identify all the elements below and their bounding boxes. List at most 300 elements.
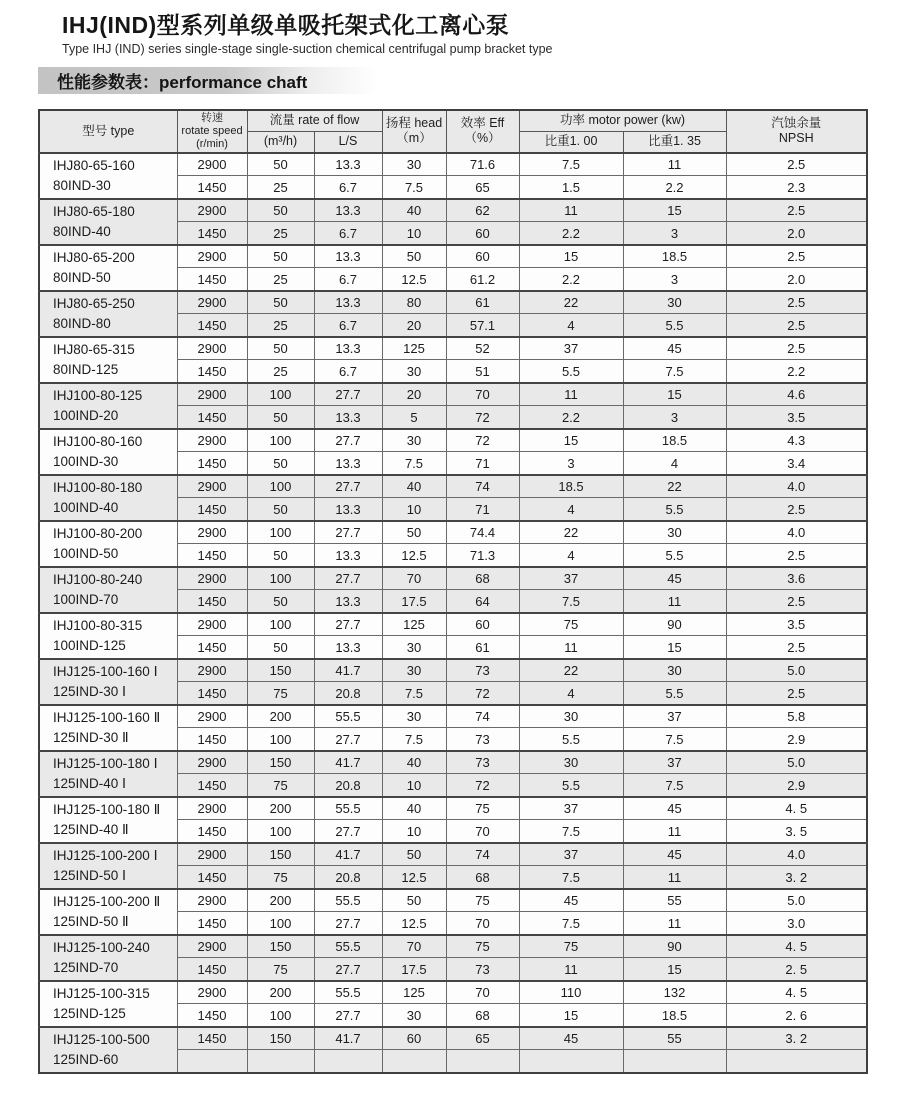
table-row <box>39 1027 867 1050</box>
table-cell: 100 <box>247 383 314 406</box>
table-cell: 65 <box>446 176 519 199</box>
table-row <box>39 521 867 544</box>
table-cell: 73 <box>446 958 519 981</box>
pump-model-label: IHJ125-100-180 Ⅰ <box>53 756 158 772</box>
table-cell: 50 <box>382 889 446 912</box>
pump-model-cell <box>39 199 177 245</box>
table-cell: 1450 <box>177 544 247 567</box>
table-cell <box>382 1050 446 1073</box>
table-cell: 18.5 <box>519 475 623 498</box>
table-cell: 20.8 <box>314 682 382 705</box>
table-cell: 3. 2 <box>726 1027 867 1050</box>
table-row <box>39 981 867 1004</box>
table-cell: 65 <box>446 1027 519 1050</box>
table-cell: 4.6 <box>726 383 867 406</box>
table-cell: 27.7 <box>314 567 382 590</box>
table-cell: 13.3 <box>314 406 382 429</box>
pump-model-label: IHJ80-65-250 <box>53 296 135 312</box>
table-cell: 2.0 <box>726 268 867 291</box>
table-cell: 1450 <box>177 406 247 429</box>
table-cell: 1450 <box>177 958 247 981</box>
table-row <box>39 429 867 452</box>
table-cell: 4 <box>519 498 623 521</box>
pump-model-label: 125IND-30 Ⅰ <box>53 683 127 699</box>
table-cell: 30 <box>382 659 446 682</box>
pump-model-cell <box>39 291 177 337</box>
pump-model-label: IHJ100-80-240 <box>53 572 143 588</box>
pump-model-cell <box>39 751 177 797</box>
table-cell: 2. 5 <box>726 958 867 981</box>
table-cell: 55.5 <box>314 981 382 1004</box>
table-cell: 70 <box>446 820 519 843</box>
table-cell: 5.5 <box>519 360 623 383</box>
table-cell: 45 <box>519 1027 623 1050</box>
table-cell: 100 <box>247 567 314 590</box>
table-cell: 100 <box>247 429 314 452</box>
table-row <box>39 199 867 222</box>
table-cell: 72 <box>446 774 519 797</box>
col-header-npsh-line1: 汽蚀余量 <box>771 116 822 131</box>
pump-model-cell <box>39 567 177 613</box>
table-cell: 1450 <box>177 360 247 383</box>
table-cell: 110 <box>519 981 623 1004</box>
table-cell: 3.6 <box>726 567 867 590</box>
pump-model-label: IHJ125-100-160 Ⅰ <box>53 664 158 680</box>
table-cell: 11 <box>623 866 726 889</box>
table-cell: 6.7 <box>314 222 382 245</box>
pump-model-label: IHJ80-65-160 <box>53 158 135 174</box>
table-cell: 7.5 <box>519 912 623 935</box>
table-cell: 3 <box>623 222 726 245</box>
table-cell: 2.5 <box>726 636 867 659</box>
table-cell: 30 <box>519 751 623 774</box>
table-row <box>39 751 867 774</box>
table-cell: 4 <box>519 682 623 705</box>
col-header-power-sg100: 比重1. 00 <box>519 131 623 152</box>
table-cell: 2900 <box>177 521 247 544</box>
table-cell: 4 <box>623 452 726 475</box>
table-cell: 2.5 <box>726 314 867 337</box>
table-cell: 2900 <box>177 613 247 636</box>
table-cell: 4.0 <box>726 521 867 544</box>
table-cell: 1450 <box>177 176 247 199</box>
col-header-npsh <box>726 110 867 153</box>
table-cell: 25 <box>247 176 314 199</box>
table-cell: 64 <box>446 590 519 613</box>
table-cell: 11 <box>519 636 623 659</box>
table-cell: 72 <box>446 429 519 452</box>
pump-model-label: 100IND-125 <box>53 637 126 653</box>
table-cell <box>519 1050 623 1073</box>
pump-model-label: 125IND-125 <box>53 1005 126 1021</box>
table-cell: 50 <box>247 245 314 268</box>
table-cell: 13.3 <box>314 590 382 613</box>
table-cell: 27.7 <box>314 958 382 981</box>
table-cell: 15 <box>623 199 726 222</box>
table-cell: 70 <box>446 912 519 935</box>
table-row <box>39 153 867 176</box>
pump-model-cell <box>39 521 177 567</box>
table-row <box>39 889 867 912</box>
table-cell: 30 <box>623 659 726 682</box>
table-cell: 68 <box>446 1004 519 1027</box>
table-cell: 1450 <box>177 820 247 843</box>
table-cell: 73 <box>446 659 519 682</box>
table-cell: 7.5 <box>382 728 446 751</box>
table-cell: 75 <box>446 797 519 820</box>
table-cell: 17.5 <box>382 590 446 613</box>
table-cell: 1450 <box>177 590 247 613</box>
table-cell: 10 <box>382 498 446 521</box>
table-cell: 6.7 <box>314 176 382 199</box>
table-row <box>39 337 867 360</box>
table-cell: 17.5 <box>382 958 446 981</box>
pump-model-label: IHJ125-100-200 Ⅱ <box>53 894 161 910</box>
table-cell: 20.8 <box>314 866 382 889</box>
table-cell: 5.8 <box>726 705 867 728</box>
table-cell: 50 <box>247 544 314 567</box>
table-cell: 125 <box>382 337 446 360</box>
table-row <box>39 797 867 820</box>
pump-model-cell <box>39 843 177 889</box>
table-cell: 12.5 <box>382 544 446 567</box>
table-cell: 4.0 <box>726 843 867 866</box>
pump-model-cell <box>39 1027 177 1073</box>
table-cell: 2.5 <box>726 245 867 268</box>
table-cell: 45 <box>623 843 726 866</box>
table-cell: 3 <box>623 406 726 429</box>
table-cell: 18.5 <box>623 245 726 268</box>
table-cell: 74 <box>446 475 519 498</box>
table-cell <box>446 1050 519 1073</box>
pump-model-label: 80IND-125 <box>53 361 119 377</box>
table-cell: 60 <box>382 1027 446 1050</box>
table-cell: 2900 <box>177 843 247 866</box>
table-cell: 2900 <box>177 383 247 406</box>
col-header-efficiency-line2: （%） <box>464 131 501 146</box>
pump-model-label: 100IND-70 <box>53 591 119 607</box>
table-row <box>39 705 867 728</box>
col-header-rotate-speed-line2: rotate speed <box>181 124 243 137</box>
table-cell: 72 <box>446 682 519 705</box>
table-cell: 3.5 <box>726 406 867 429</box>
table-cell: 20.8 <box>314 774 382 797</box>
table-cell: 5.0 <box>726 751 867 774</box>
table-cell: 22 <box>519 659 623 682</box>
table-row <box>39 613 867 636</box>
table-cell: 15 <box>519 429 623 452</box>
table-cell: 10 <box>382 222 446 245</box>
table-cell: 71 <box>446 498 519 521</box>
table-row <box>39 659 867 682</box>
table-cell: 40 <box>382 797 446 820</box>
table-cell: 4. 5 <box>726 981 867 1004</box>
table-cell: 27.7 <box>314 820 382 843</box>
table-row <box>39 383 867 406</box>
table-cell: 11 <box>623 590 726 613</box>
table-cell: 70 <box>382 935 446 958</box>
page-subtitle: Type IHJ (IND) series single-stage single-suction chemical centrifugal pump bracket type <box>62 42 553 56</box>
table-cell: 15 <box>623 636 726 659</box>
table-cell: 70 <box>382 567 446 590</box>
table-cell: 50 <box>247 590 314 613</box>
table-cell: 75 <box>247 958 314 981</box>
table-cell: 75 <box>247 866 314 889</box>
pump-model-label: IHJ125-100-240 <box>53 940 150 956</box>
table-cell: 71 <box>446 452 519 475</box>
table-cell: 5.5 <box>623 544 726 567</box>
section-header-label: 性能参数表：performance chaft <box>57 73 308 92</box>
pump-model-cell <box>39 935 177 981</box>
table-cell: 7.5 <box>623 360 726 383</box>
table-cell: 2900 <box>177 429 247 452</box>
table-cell: 100 <box>247 912 314 935</box>
table-cell: 41.7 <box>314 843 382 866</box>
table-cell: 22 <box>623 475 726 498</box>
table-cell: 27.7 <box>314 429 382 452</box>
table-cell: 3.4 <box>726 452 867 475</box>
table-cell: 2.9 <box>726 728 867 751</box>
pump-model-cell <box>39 245 177 291</box>
table-cell: 11 <box>623 153 726 176</box>
table-cell: 61 <box>446 291 519 314</box>
pump-model-label: IHJ80-65-180 <box>53 204 135 220</box>
table-cell: 75 <box>247 774 314 797</box>
table-cell: 27.7 <box>314 912 382 935</box>
table-cell: 5.5 <box>623 498 726 521</box>
table-cell: 73 <box>446 728 519 751</box>
col-header-rotate-speed-line3: (r/min) <box>196 137 228 150</box>
table-cell: 13.3 <box>314 498 382 521</box>
table-cell: 3. 5 <box>726 820 867 843</box>
table-cell: 68 <box>446 866 519 889</box>
table-cell: 1450 <box>177 866 247 889</box>
table-cell: 27.7 <box>314 613 382 636</box>
table-cell: 60 <box>446 613 519 636</box>
table-cell: 75 <box>446 935 519 958</box>
table-cell: 150 <box>247 1027 314 1050</box>
table-cell: 2.5 <box>726 153 867 176</box>
table-cell: 80 <box>382 291 446 314</box>
table-cell: 50 <box>382 245 446 268</box>
table-cell: 1450 <box>177 452 247 475</box>
col-header-head-line2: （m） <box>396 131 432 146</box>
table-cell: 5.5 <box>623 682 726 705</box>
table-cell: 2.5 <box>726 682 867 705</box>
table-cell <box>623 1050 726 1073</box>
pump-model-cell <box>39 613 177 659</box>
table-cell: 73 <box>446 751 519 774</box>
table-cell: 75 <box>519 935 623 958</box>
table-cell: 100 <box>247 475 314 498</box>
table-cell: 40 <box>382 199 446 222</box>
table-cell: 2900 <box>177 659 247 682</box>
table-cell: 2. 6 <box>726 1004 867 1027</box>
table-cell <box>247 1050 314 1073</box>
table-cell: 2900 <box>177 889 247 912</box>
table-cell: 11 <box>519 199 623 222</box>
table-cell: 45 <box>623 337 726 360</box>
table-cell: 50 <box>247 498 314 521</box>
table-cell: 30 <box>382 705 446 728</box>
table-row <box>39 291 867 314</box>
pump-model-cell <box>39 475 177 521</box>
table-cell: 70 <box>446 383 519 406</box>
table-cell: 50 <box>247 291 314 314</box>
table-cell: 20 <box>382 383 446 406</box>
pump-model-label: 125IND-50 Ⅰ <box>53 867 127 883</box>
table-cell: 50 <box>247 153 314 176</box>
pump-model-label: IHJ100-80-125 <box>53 388 143 404</box>
table-cell: 125 <box>382 613 446 636</box>
table-cell: 50 <box>247 636 314 659</box>
table-cell <box>726 1050 867 1073</box>
table-cell: 13.3 <box>314 452 382 475</box>
table-cell: 2.2 <box>519 406 623 429</box>
table-cell: 3 <box>623 268 726 291</box>
table-row <box>39 475 867 498</box>
pump-model-label: 80IND-40 <box>53 223 111 239</box>
table-cell: 1450 <box>177 1004 247 1027</box>
table-cell: 5 <box>382 406 446 429</box>
table-cell: 2900 <box>177 245 247 268</box>
table-cell: 71.3 <box>446 544 519 567</box>
table-cell: 1450 <box>177 1027 247 1050</box>
table-cell: 4.0 <box>726 475 867 498</box>
table-cell: 90 <box>623 613 726 636</box>
pump-model-label: 100IND-50 <box>53 545 119 561</box>
table-cell: 13.3 <box>314 245 382 268</box>
pump-model-label: IHJ125-100-500 <box>53 1032 150 1048</box>
pump-model-cell <box>39 889 177 935</box>
pump-model-label: IHJ100-80-160 <box>53 434 143 450</box>
table-cell: 100 <box>247 820 314 843</box>
table-cell: 25 <box>247 360 314 383</box>
table-cell: 30 <box>382 153 446 176</box>
table-cell: 45 <box>623 567 726 590</box>
table-cell: 150 <box>247 935 314 958</box>
table-cell: 13.3 <box>314 153 382 176</box>
table-cell: 27.7 <box>314 383 382 406</box>
table-cell: 27.7 <box>314 475 382 498</box>
table-cell: 55.5 <box>314 889 382 912</box>
pump-model-label: 100IND-30 <box>53 453 119 469</box>
table-cell: 75 <box>519 613 623 636</box>
pump-model-label: IHJ80-65-315 <box>53 342 135 358</box>
table-cell: 30 <box>519 705 623 728</box>
table-cell: 7.5 <box>519 866 623 889</box>
table-cell: 100 <box>247 1004 314 1027</box>
pump-model-cell <box>39 659 177 705</box>
pump-model-label: 125IND-40 Ⅱ <box>53 821 129 837</box>
table-cell: 55.5 <box>314 935 382 958</box>
table-cell: 74.4 <box>446 521 519 544</box>
table-cell: 4. 5 <box>726 797 867 820</box>
table-cell: 7.5 <box>382 452 446 475</box>
table-cell: 200 <box>247 705 314 728</box>
table-cell: 100 <box>247 728 314 751</box>
table-cell: 27.7 <box>314 1004 382 1027</box>
table-cell: 3.5 <box>726 613 867 636</box>
table-cell: 30 <box>623 291 726 314</box>
pump-model-cell <box>39 153 177 199</box>
table-cell: 2900 <box>177 199 247 222</box>
table-cell: 15 <box>519 1004 623 1027</box>
col-header-head <box>382 110 446 153</box>
table-cell: 37 <box>519 567 623 590</box>
table-cell: 125 <box>382 981 446 1004</box>
table-cell: 11 <box>623 820 726 843</box>
table-cell: 40 <box>382 751 446 774</box>
table-cell: 40 <box>382 475 446 498</box>
table-cell: 2.3 <box>726 176 867 199</box>
table-cell: 200 <box>247 981 314 1004</box>
table-cell: 3. 2 <box>726 866 867 889</box>
table-cell: 13.3 <box>314 337 382 360</box>
table-cell: 100 <box>247 521 314 544</box>
table-cell: 41.7 <box>314 659 382 682</box>
table-row <box>39 935 867 958</box>
table-cell: 10 <box>382 820 446 843</box>
table-cell: 1450 <box>177 774 247 797</box>
table-cell: 55 <box>623 1027 726 1050</box>
table-cell: 2900 <box>177 153 247 176</box>
table-cell: 2.5 <box>726 590 867 613</box>
table-cell: 2.5 <box>726 544 867 567</box>
col-header-efficiency <box>446 110 519 153</box>
table-cell: 12.5 <box>382 866 446 889</box>
table-cell: 1450 <box>177 636 247 659</box>
pump-model-label: 100IND-20 <box>53 407 119 423</box>
table-cell: 30 <box>382 1004 446 1027</box>
table-cell: 7.5 <box>519 820 623 843</box>
pump-model-label: IHJ100-80-200 <box>53 526 143 542</box>
table-body <box>39 153 867 1073</box>
table-cell: 2.9 <box>726 774 867 797</box>
table-cell: 50 <box>247 452 314 475</box>
table-cell: 7.5 <box>382 682 446 705</box>
table-cell: 5.0 <box>726 889 867 912</box>
table-cell: 62 <box>446 199 519 222</box>
table-cell: 4 <box>519 544 623 567</box>
table-cell: 2900 <box>177 935 247 958</box>
pump-model-label: IHJ100-80-180 <box>53 480 143 496</box>
table-cell: 13.3 <box>314 544 382 567</box>
table-cell: 61 <box>446 636 519 659</box>
pump-model-label: 125IND-40 Ⅰ <box>53 775 127 791</box>
table-cell: 37 <box>623 705 726 728</box>
table-cell <box>314 1050 382 1073</box>
table-cell: 25 <box>247 314 314 337</box>
table-cell: 30 <box>382 360 446 383</box>
table-cell: 6.7 <box>314 360 382 383</box>
table-cell: 60 <box>446 222 519 245</box>
table-cell: 132 <box>623 981 726 1004</box>
table-cell: 2900 <box>177 475 247 498</box>
pump-model-label: 80IND-30 <box>53 177 111 193</box>
table-cell: 27.7 <box>314 728 382 751</box>
table-cell: 150 <box>247 751 314 774</box>
table-row <box>39 567 867 590</box>
table-cell: 1450 <box>177 222 247 245</box>
table-row <box>39 843 867 866</box>
table-cell: 18.5 <box>623 1004 726 1027</box>
table-cell: 7.5 <box>623 728 726 751</box>
table-cell: 1.5 <box>519 176 623 199</box>
table-cell: 13.3 <box>314 199 382 222</box>
table-cell: 50 <box>382 521 446 544</box>
pump-model-cell <box>39 797 177 843</box>
